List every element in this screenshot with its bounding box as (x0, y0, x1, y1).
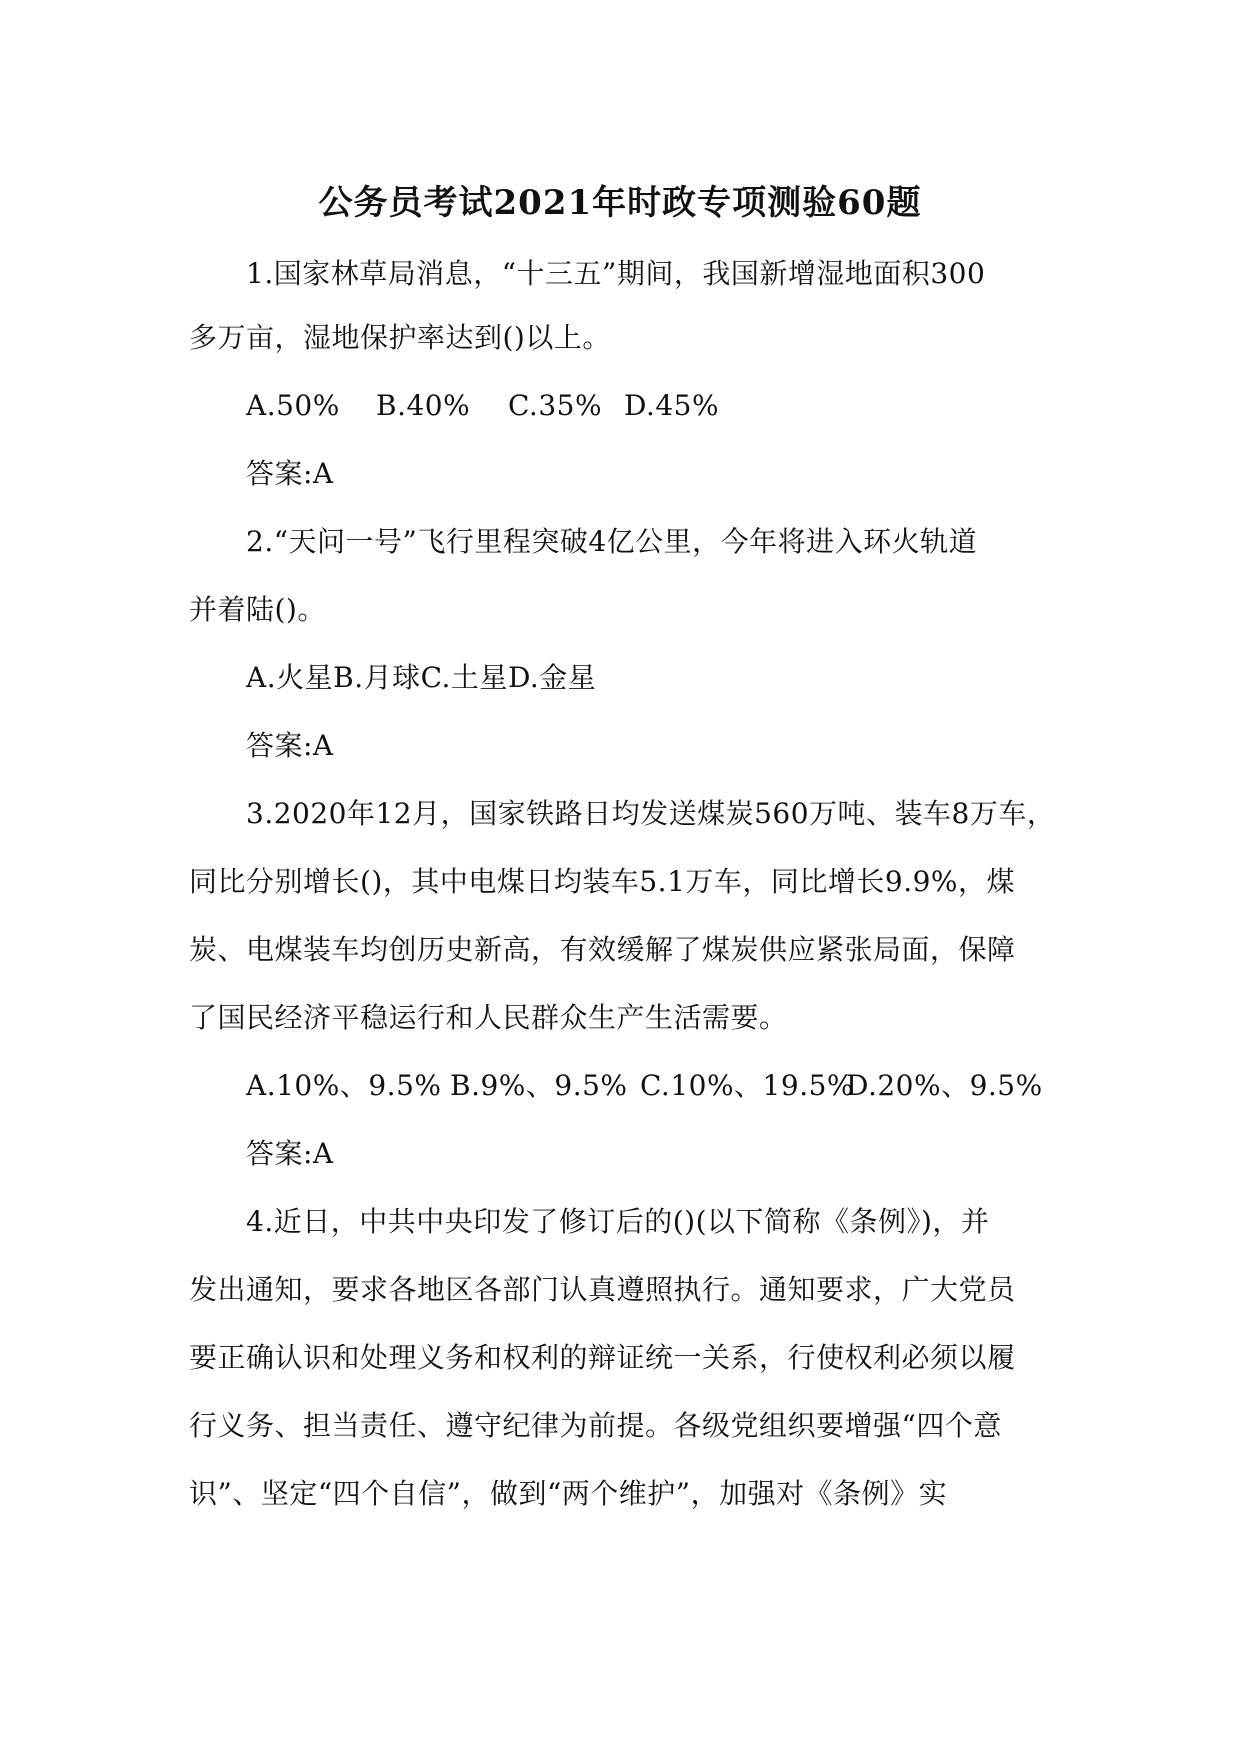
question-3-line-4: 了国民经济平稳运行和人民群众生产生活需要。 (189, 1001, 788, 1034)
question-3-line-3: 炭、电煤装车均创历史新高，有效缓解了煤炭供应紧张局面，保障 (189, 933, 1016, 966)
question-3-answer: 答案:A (246, 1137, 334, 1170)
option-d: D.45% (624, 389, 720, 422)
question-1-line-2: 多万亩，湿地保护率达到()以上。 (189, 321, 611, 354)
question-4-line-4: 行义务、担当责任、遵守纪律为前提。各级党组织要增强“四个意 (189, 1409, 1002, 1442)
document-title: 公务员考试2021年时政专项测验60题 (318, 183, 922, 223)
option-c: C.35% (508, 389, 603, 422)
option-a: A.火星 (246, 661, 334, 694)
question-2-answer: 答案:A (246, 729, 334, 762)
question-3-line-1: 3.2020年12月，国家铁路日均发送煤炭560万吨、装车8万车， (246, 797, 1056, 830)
option-b: B.9%、9.5% (450, 1069, 628, 1102)
question-2-line-1: 2.“天问一号”飞行里程突破4亿公里，今年将进入环火轨道 (246, 525, 978, 558)
question-3-options (246, 1064, 1069, 1108)
question-1-answer: 答案:A (246, 457, 334, 490)
question-2-line-2: 并着陆()。 (189, 593, 326, 626)
question-2-options (246, 656, 1069, 700)
question-3-line-2: 同比分别增长()，其中电煤日均装车5.1万车，同比增长9.9%，煤 (189, 865, 1016, 898)
option-a: A.10%、9.5% (246, 1069, 442, 1102)
option-b: B.月球 (333, 661, 421, 694)
question-4-line-2: 发出通知，要求各地区各部门认真遵照执行。通知要求，广大党员 (189, 1273, 1016, 1306)
option-d: D.金星 (507, 661, 597, 694)
question-1-line-1: 1.国家林草局消息，“十三五”期间，我国新增湿地面积300 (246, 257, 986, 290)
question-4-line-5: 识”、坚定“四个自信”，做到“两个维护”，加强对《条例》实 (189, 1477, 948, 1510)
option-c: C.10%、19.5% (640, 1069, 855, 1102)
option-d: D.20%、9.5% (846, 1069, 1043, 1102)
question-4-line-3: 要正确认识和处理义务和权利的辩证统一关系，行使权利必须以履 (189, 1341, 1016, 1374)
option-b: B.40% (376, 389, 471, 422)
question-1-options (246, 384, 1069, 428)
option-a: A.50% (246, 389, 340, 422)
question-4-line-1: 4.近日，中共中央印发了修订后的()(以下简称《条例》)，并 (246, 1205, 990, 1238)
option-c: C.土星 (420, 661, 508, 694)
